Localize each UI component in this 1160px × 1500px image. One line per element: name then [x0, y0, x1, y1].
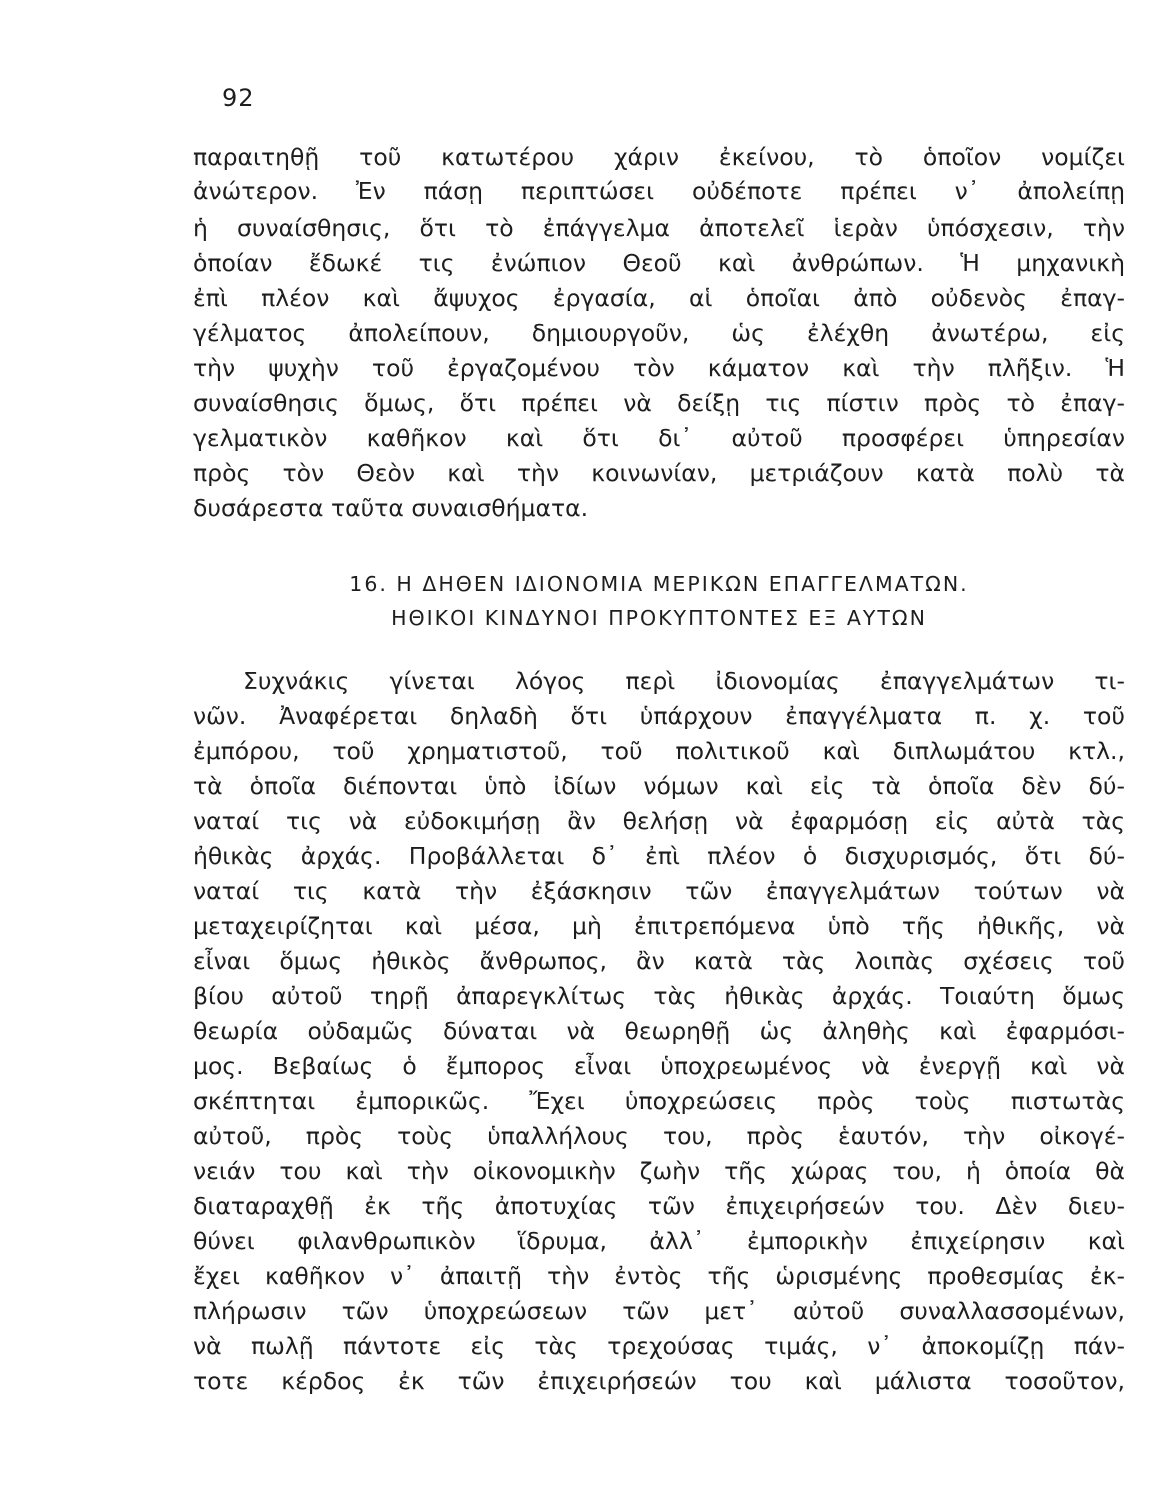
paragraph-2-line: βίου αὐτοῦ τηρῇ ἀπαρεγκλίτως τὰς ἠθικὰς ἀρχάς. Τοιαύτη ὅμως	[193, 982, 1125, 1010]
paragraph-2-line: θεωρία οὐδαμῶς δύναται νὰ θεωρηθῇ ὡς ἀληθὴς καὶ ἐφαρμόσι-	[193, 1017, 1125, 1045]
paragraph-2-line: θύνει φιλανθρωπικὸν ἵδρυμα, ἀλλ᾽ ἐμπορικὴν ἐπιχείρησιν καὶ	[193, 1227, 1125, 1255]
paragraph-2-line: τοτε κέρδος ἐκ τῶν ἐπιχειρήσεών του καὶ μάλιστα τοσοῦτον,	[193, 1367, 1125, 1395]
paragraph-2-line: ναταί τις νὰ εὐδοκιμήσῃ ἂν θελήσῃ νὰ ἐφαρμόσῃ εἰς αὐτὰ τὰς	[193, 807, 1125, 835]
paragraph-1-line: τὴν ψυχὴν τοῦ ἐργαζομένου τὸν κάματον καὶ τὴν πλῆξιν. Ἡ	[193, 354, 1125, 382]
paragraph-1-line: παραιτηθῇ τοῦ κατωτέρου χάριν ἐκείνου, τὸ ὁποῖον νομίζει	[193, 143, 1125, 171]
paragraph-2-line: Συχνάκις γίνεται λόγος περὶ ἰδιονομίας ἐπαγγελμάτων τι-	[243, 667, 1125, 695]
paragraph-2-line: νειάν του καὶ τὴν οἰκονομικὴν ζωὴν τῆς χώρας του, ἡ ὁποία θὰ	[193, 1157, 1125, 1185]
paragraph-2-line: σκέπτηται ἐμπορικῶς. Ἔχει ὑποχρεώσεις πρὸς τοὺς πιστωτὰς	[193, 1087, 1125, 1115]
paragraph-2-line: εἶναι ὅμως ἠθικὸς ἄνθρωπος, ἂν κατὰ τὰς λοιπὰς σχέσεις τοῦ	[193, 947, 1125, 975]
paragraph-1-line: δυσάρεστα ταῦτα συναισθήματα.	[193, 494, 589, 522]
paragraph-1-line: πρὸς τὸν Θεὸν καὶ τὴν κοινωνίαν, μετριάζουν κατὰ πολὺ τὰ	[193, 459, 1125, 487]
paragraph-1-line: γέλματος ἀπολείπουν, δημιουργοῦν, ὡς ἐλέχθη ἀνωτέρω, εἰς	[193, 319, 1125, 347]
paragraph-1-line: ἡ συναίσθησις, ὅτι τὸ ἐπάγγελμα ἀποτελεῖ ἱερὰν ὑπόσχεσιν, τὴν	[193, 214, 1125, 242]
paragraph-2-line: ἔχει καθῆκον ν᾽ ἀπαιτῇ τὴν ἐντὸς τῆς ὡρισμένης προθεσμίας ἐκ-	[193, 1262, 1125, 1290]
paragraph-2-line: ἐμπόρου, τοῦ χρηματιστοῦ, τοῦ πολιτικοῦ καὶ διπλωμάτου κτλ.,	[193, 737, 1125, 765]
paragraph-2-line: τὰ ὁποῖα διέπονται ὑπὸ ἰδίων νόμων καὶ εἰς τὰ ὁποῖα δὲν δύ-	[193, 772, 1125, 800]
page-number: 92	[222, 84, 255, 112]
paragraph-2-line: διαταραχθῇ ἐκ τῆς ἀποτυχίας τῶν ἐπιχειρήσεών του. Δὲν διευ-	[193, 1192, 1125, 1220]
section-heading-line: ΗΘΙΚΟΙ ΚΙΝΔΥΝΟΙ ΠΡΟΚΥΠΤΟΝΤΕΣ ΕΞ ΑΥΤΩΝ	[391, 606, 927, 630]
paragraph-1-line: γελματικὸν καθῆκον καὶ ὅτι δι᾽ αὐτοῦ προσφέρει ὑπηρεσίαν	[193, 424, 1125, 452]
paragraph-2-line: ναταί τις κατὰ τὴν ἐξάσκησιν τῶν ἐπαγγελμάτων τούτων νὰ	[193, 877, 1125, 905]
paragraph-1-line: ἀνώτερον. Ἐν πάσῃ περιπτώσει οὐδέποτε πρέπει ν᾽ ἀπολείπῃ	[193, 177, 1125, 205]
paragraph-1-line: ἐπὶ πλέον καὶ ἄψυχος ἐργασία, αἱ ὁποῖαι ἀπὸ οὐδενὸς ἐπαγ-	[193, 284, 1125, 312]
paragraph-2-line: ἠθικὰς ἀρχάς. Προβάλλεται δ᾽ ἐπὶ πλέον ὁ δισχυρισμός, ὅτι δύ-	[193, 842, 1125, 870]
paragraph-2-line: νῶν. Ἀναφέρεται δηλαδὴ ὅτι ὑπάρχουν ἐπαγγέλματα π. χ. τοῦ	[193, 702, 1125, 730]
paragraph-1-line: ὁποίαν ἔδωκέ τις ἐνώπιον Θεοῦ καὶ ἀνθρώπων. Ἡ μηχανικὴ	[193, 249, 1125, 277]
paragraph-1-line: συναίσθησις ὅμως, ὅτι πρέπει νὰ δείξῃ τις πίστιν πρὸς τὸ ἐπαγ-	[193, 389, 1125, 417]
paragraph-2-line: νὰ πωλῇ πάντοτε εἰς τὰς τρεχούσας τιμάς, ν᾽ ἀποκομίζῃ πάν-	[193, 1332, 1125, 1360]
paragraph-2-line: μεταχειρίζηται καὶ μέσα, μὴ ἐπιτρεπόμενα ὑπὸ τῆς ἠθικῆς, νὰ	[193, 912, 1125, 940]
paragraph-2-line: πλήρωσιν τῶν ὑποχρεώσεων τῶν μετ᾽ αὐτοῦ συναλλασσομένων,	[193, 1297, 1125, 1325]
paragraph-2-line: αὐτοῦ, πρὸς τοὺς ὑπαλλήλους του, πρὸς ἑαυτόν, τὴν οἰκογέ-	[193, 1122, 1125, 1150]
section-heading-line: 16. Η ΔΗΘΕΝ ΙΔΙΟΝΟΜΙΑ ΜΕΡΙΚΩΝ ΕΠΑΓΓΕΛΜΑΤΩΝ.	[349, 572, 969, 596]
paragraph-2-line: μος. Βεβαίως ὁ ἔμπορος εἶναι ὑποχρεωμένος νὰ ἐνεργῇ καὶ νὰ	[193, 1052, 1125, 1080]
